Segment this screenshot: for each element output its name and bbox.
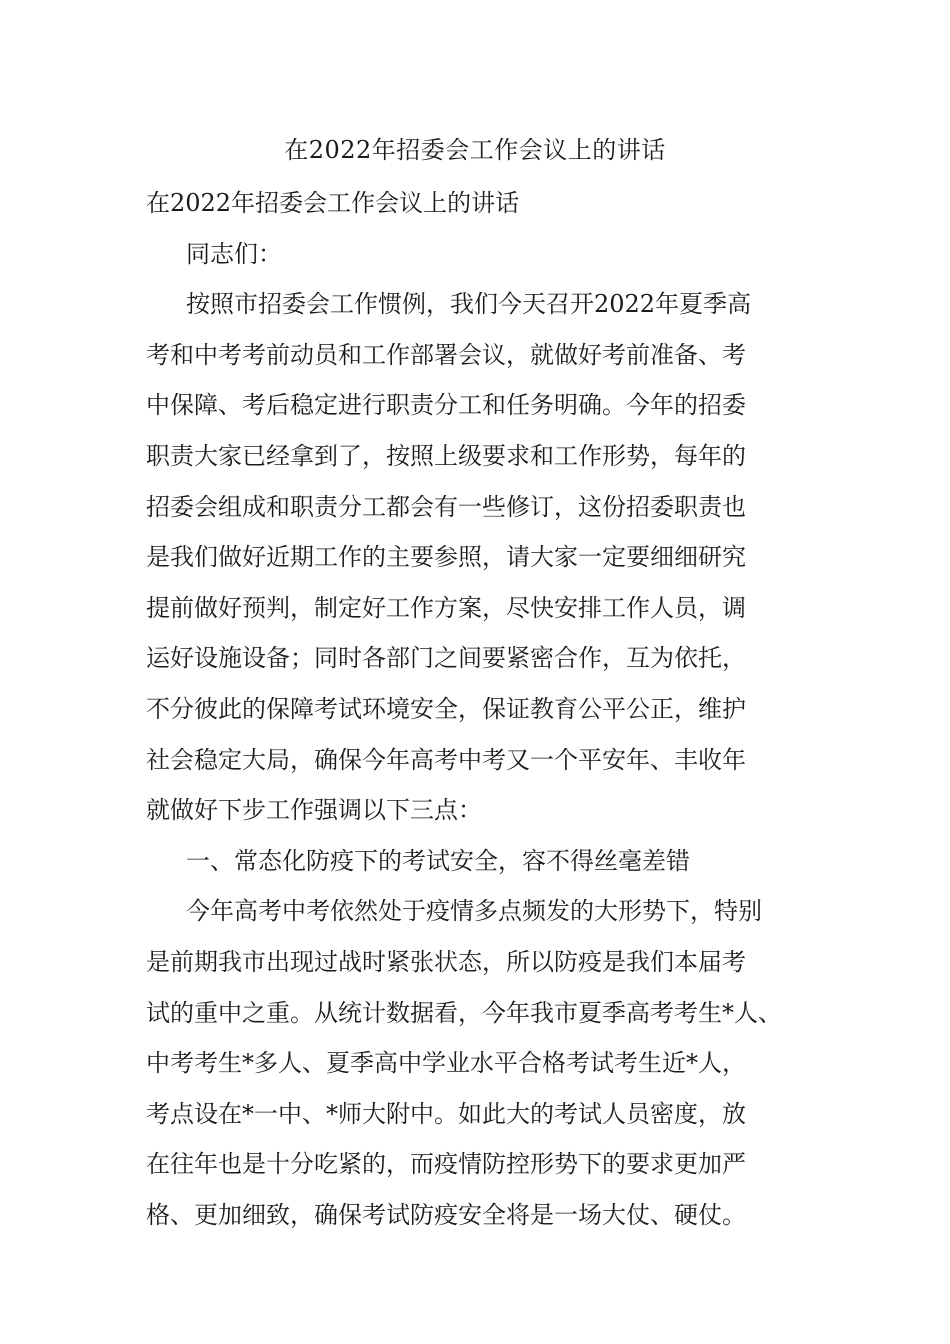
text-line: 招委会组成和职责分工都会有一些修订，这份招委职责也 <box>146 492 746 521</box>
text-line: 提前做好预判，制定好工作方案，尽快安排工作人员，调 <box>146 593 746 622</box>
text-line: 一、常态化防疫下的考试安全，容不得丝毫差错 <box>186 846 690 875</box>
text-line: 格、更加细致，确保考试防疫安全将是一场大仗、硬仗。 <box>146 1200 746 1229</box>
text-line: 是前期我市出现过战时紧张状态，所以防疫是我们本届考 <box>146 947 746 976</box>
text-line: 中保障、考后稳定进行职责分工和任务明确。今年的招委 <box>146 391 746 420</box>
text-line: 考点设在*一中、*师大附中。如此大的考试人员密度，放 <box>146 1099 746 1128</box>
document-body <box>146 178 836 1240</box>
text-line: 在2022年招委会工作会议上的讲话 <box>146 189 520 217</box>
text-line: 不分彼此的保障考试环境安全，保证教育公平公正，维护 <box>146 694 746 723</box>
text-line: 考和中考考前动员和工作部署会议，就做好考前准备、考 <box>146 340 746 369</box>
text-line: 就做好下步工作强调以下三点： <box>146 796 482 825</box>
document-title: 在2022年招委会工作会议上的讲话 <box>284 136 666 164</box>
text-line: 职责大家已经拿到了，按照上级要求和工作形势，每年的 <box>146 441 746 470</box>
text-line: 试的重中之重。从统计数据看，今年我市夏季高考考生*人、 <box>146 998 782 1027</box>
text-line: 在往年也是十分吃紧的，而疫情防控形势下的要求更加严 <box>146 1150 746 1179</box>
text-line: 是我们做好近期工作的主要参照，请大家一定要细细研究 <box>146 543 746 572</box>
text-line: 运好设施设备；同时各部门之间要紧密合作，互为依托， <box>146 644 746 673</box>
text-line: 按照市招委会工作惯例，我们今天召开2022年夏季高 <box>186 290 752 319</box>
text-line: 社会稳定大局，确保今年高考中考又一个平安年、丰收年 <box>146 745 746 774</box>
text-line: 同志们： <box>186 239 282 268</box>
text-line: 今年高考中考依然处于疫情多点频发的大形势下，特别 <box>186 897 762 926</box>
text-line: 中考考生*多人、夏季高中学业水平合格考试考生近*人， <box>146 1049 746 1078</box>
